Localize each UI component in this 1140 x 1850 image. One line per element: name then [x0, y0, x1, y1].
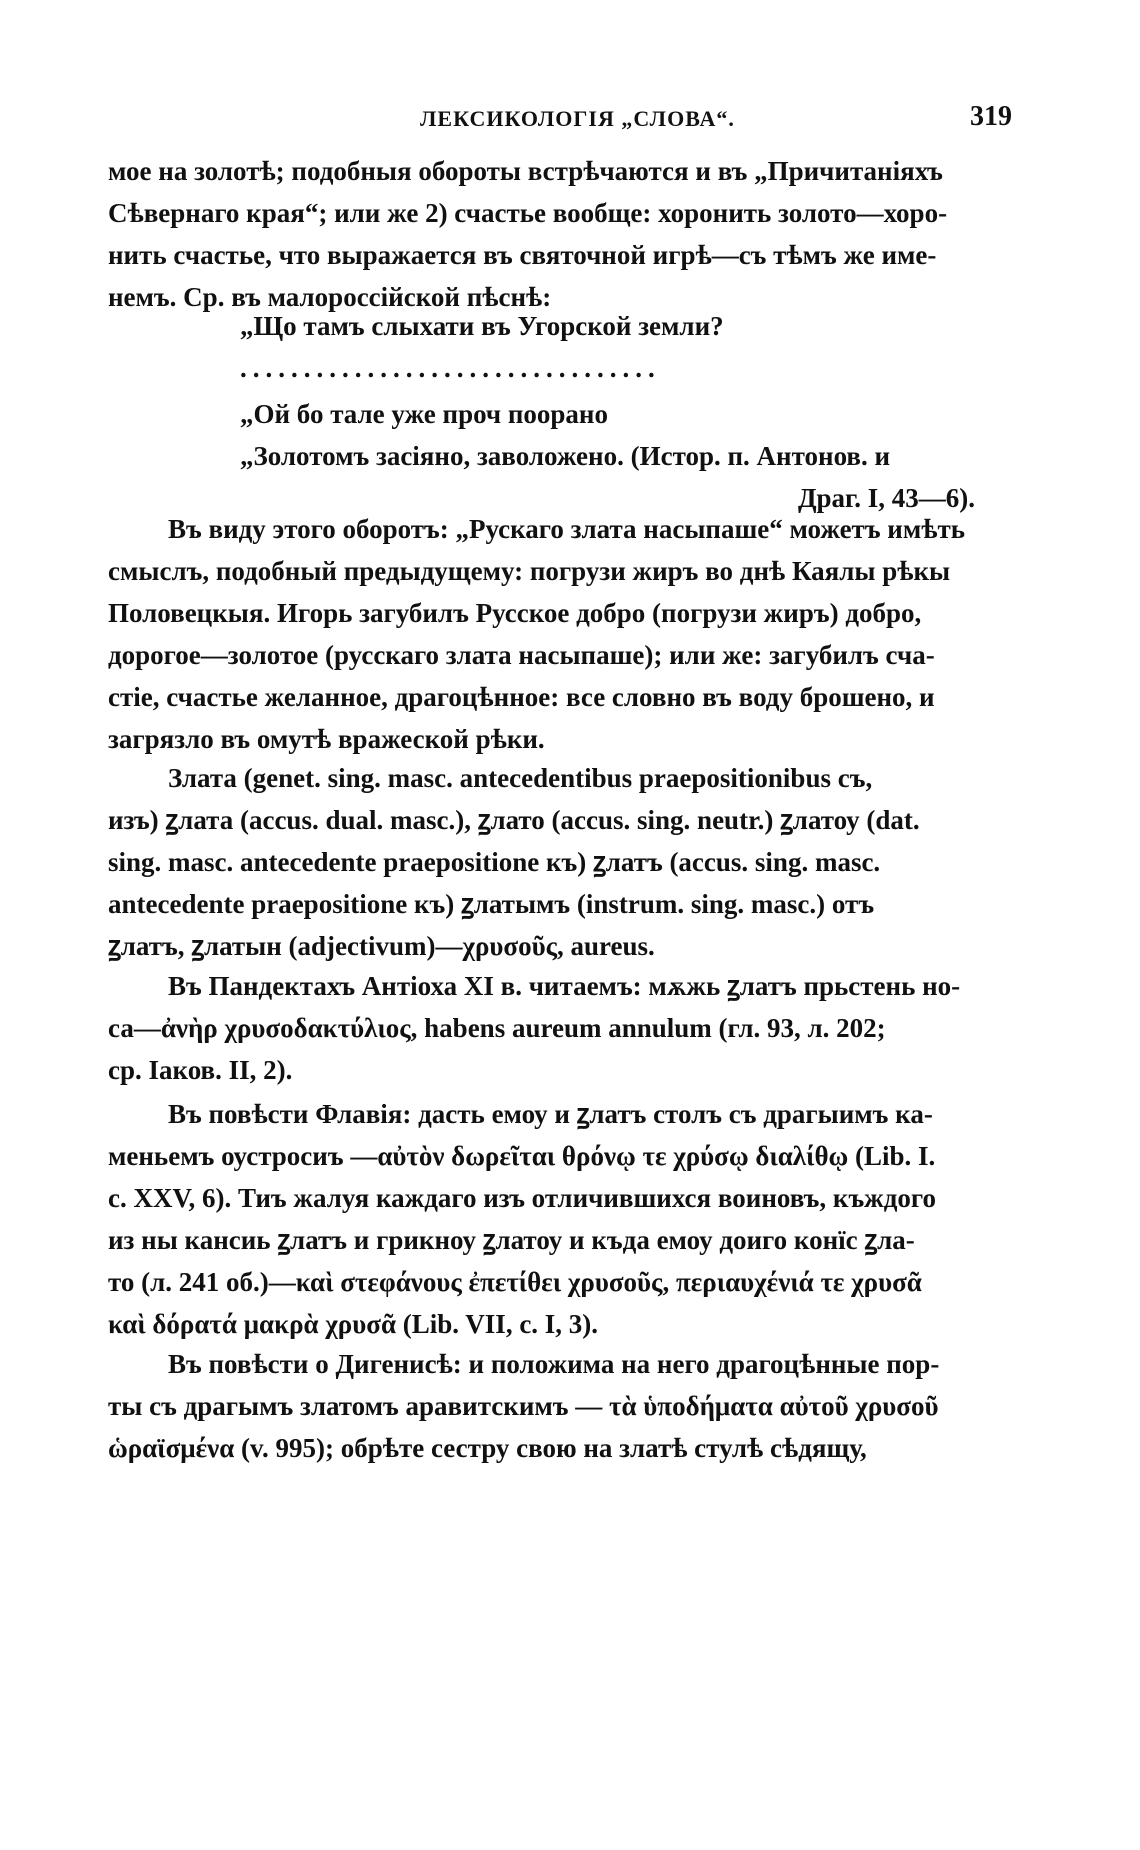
text-line: Въ повѣсти о Дигенисѣ: и положима на него драгоцѣнные пор- — [168, 1349, 940, 1379]
text-line: sing. masc. antecedente praepositione къ) ꙁлатъ (accus. sing. masc. — [108, 847, 881, 877]
paragraph-pandects — [108, 965, 1030, 1091]
text-line: мое на золотѣ; подобныя обороты встрѣчаются и въ „Причитаніяхъ — [108, 156, 943, 186]
paragraph-2 — [108, 508, 1030, 760]
verse-line: „Золотомъ засіяно, заволожено. (Истор. п. Антонов. и — [240, 441, 891, 471]
page-number: 319 — [970, 101, 1012, 132]
verse-line: „Ой бо тале уже проч поорано — [240, 399, 608, 429]
text-line: загрязло въ омутѣ вражеской рѣки. — [108, 724, 545, 754]
text-line: стіе, счастье желанное, драгоцѣнное: все словно въ воду брошено, и — [108, 682, 935, 712]
text-line: меньемъ оустросиъ —αὐτὸν δωρεῖται θρόνῳ τε χρύσῳ διαλίθῳ (Lib. I. — [108, 1141, 936, 1171]
text-line: c. XXV, 6). Тиъ жалуя каждаго изъ отличившихся воиновъ, къждого — [108, 1183, 937, 1213]
text-line: са—ἀνὴρ χρυσοδακτύλιος, habens aureum annulum (гл. 93, л. 202; — [108, 1013, 886, 1043]
text-line: ꙁлатъ, ꙁлатын (adjectivum)—χρυσοῦς, aureus. — [108, 931, 655, 961]
verse-line: „Що тамъ слыхати въ Угорской земли? — [240, 311, 724, 341]
verse-ellipsis: ................................. — [240, 353, 661, 383]
running-header: ЛЕКСИКОЛОГІЯ „СЛОВА“. — [420, 106, 735, 131]
verse-quotation — [240, 305, 1030, 519]
paragraph-flavius — [108, 1093, 1030, 1345]
text-line: немъ. Ср. въ малороссійской пѣснѣ: — [108, 282, 552, 312]
text-line: Въ виду этого оборотъ: „Рускаго злата насыпаше“ можетъ имѣть — [168, 514, 966, 544]
text-line: Злата (genet. sing. masc. antecedentibus praepositionibus съ, — [168, 763, 873, 793]
text-line: ср. Іаков. II, 2). — [108, 1055, 293, 1085]
text-line: то (л. 241 об.)—καὶ στεφάνους ἐπετίθει χρυσοῦς, περιαυχένιά τε χρυσᾶ — [108, 1267, 922, 1297]
verse-citation: Драг. I, 43—6). — [797, 483, 975, 513]
text-line: καὶ δόρατά μακρὰ χρυσᾶ (Lib. VII, c. I, 3). — [108, 1309, 599, 1339]
text-line: изъ) ꙁлата (accus. dual. masc.), ꙁлато (accus. sing. neutr.) ꙁлатоу (dat. — [108, 805, 920, 835]
text-line: Сѣвернаго края“; или же 2) счастье вообще: хоронить золото—хоро- — [108, 198, 948, 228]
text-line: ὡραϊσμένα (v. 995); обрѣте сестру свою на златѣ стулѣ сѣдящу, — [108, 1433, 867, 1463]
text-line: Въ Пандектахъ Антіоха XI в. читаемъ: мѫжь ꙁлатъ прьстень но- — [168, 971, 961, 1001]
text-line: дорогое—золотое (русскаго злата насыпаше); или же: загубилъ сча- — [108, 640, 935, 670]
paragraph-zlata — [108, 757, 1030, 967]
text-line: нить счастье, что выражается въ святочной игрѣ—съ тѣмъ же име- — [108, 240, 937, 270]
text-line: Въ повѣсти Флавія: дасть емоу и ꙁлатъ столъ съ драгыимъ ка- — [168, 1099, 933, 1129]
text-line: Половецкыя. Игорь загубилъ Русское добро (погрузи жиръ) добро, — [108, 598, 922, 628]
text-line: ты съ драгымъ златомъ аравитскимъ — τὰ ὑποδήματα αὐτοῦ χρυσοῦ — [108, 1391, 939, 1421]
text-line: смыслъ, подобный предыдущему: погрузи жиръ во днѣ Каялы рѣкы — [108, 556, 951, 586]
intro-paragraph — [108, 150, 1030, 318]
text-line: из ны кансиь ꙁлатъ и грикноу ꙁлатоу и къда емоу доиго конїс ꙁла- — [108, 1225, 915, 1255]
text-line: antecedente praepositione къ) ꙁлатымъ (instrum. sing. masc.) отъ — [108, 889, 875, 919]
paragraph-digenis — [108, 1343, 1030, 1469]
